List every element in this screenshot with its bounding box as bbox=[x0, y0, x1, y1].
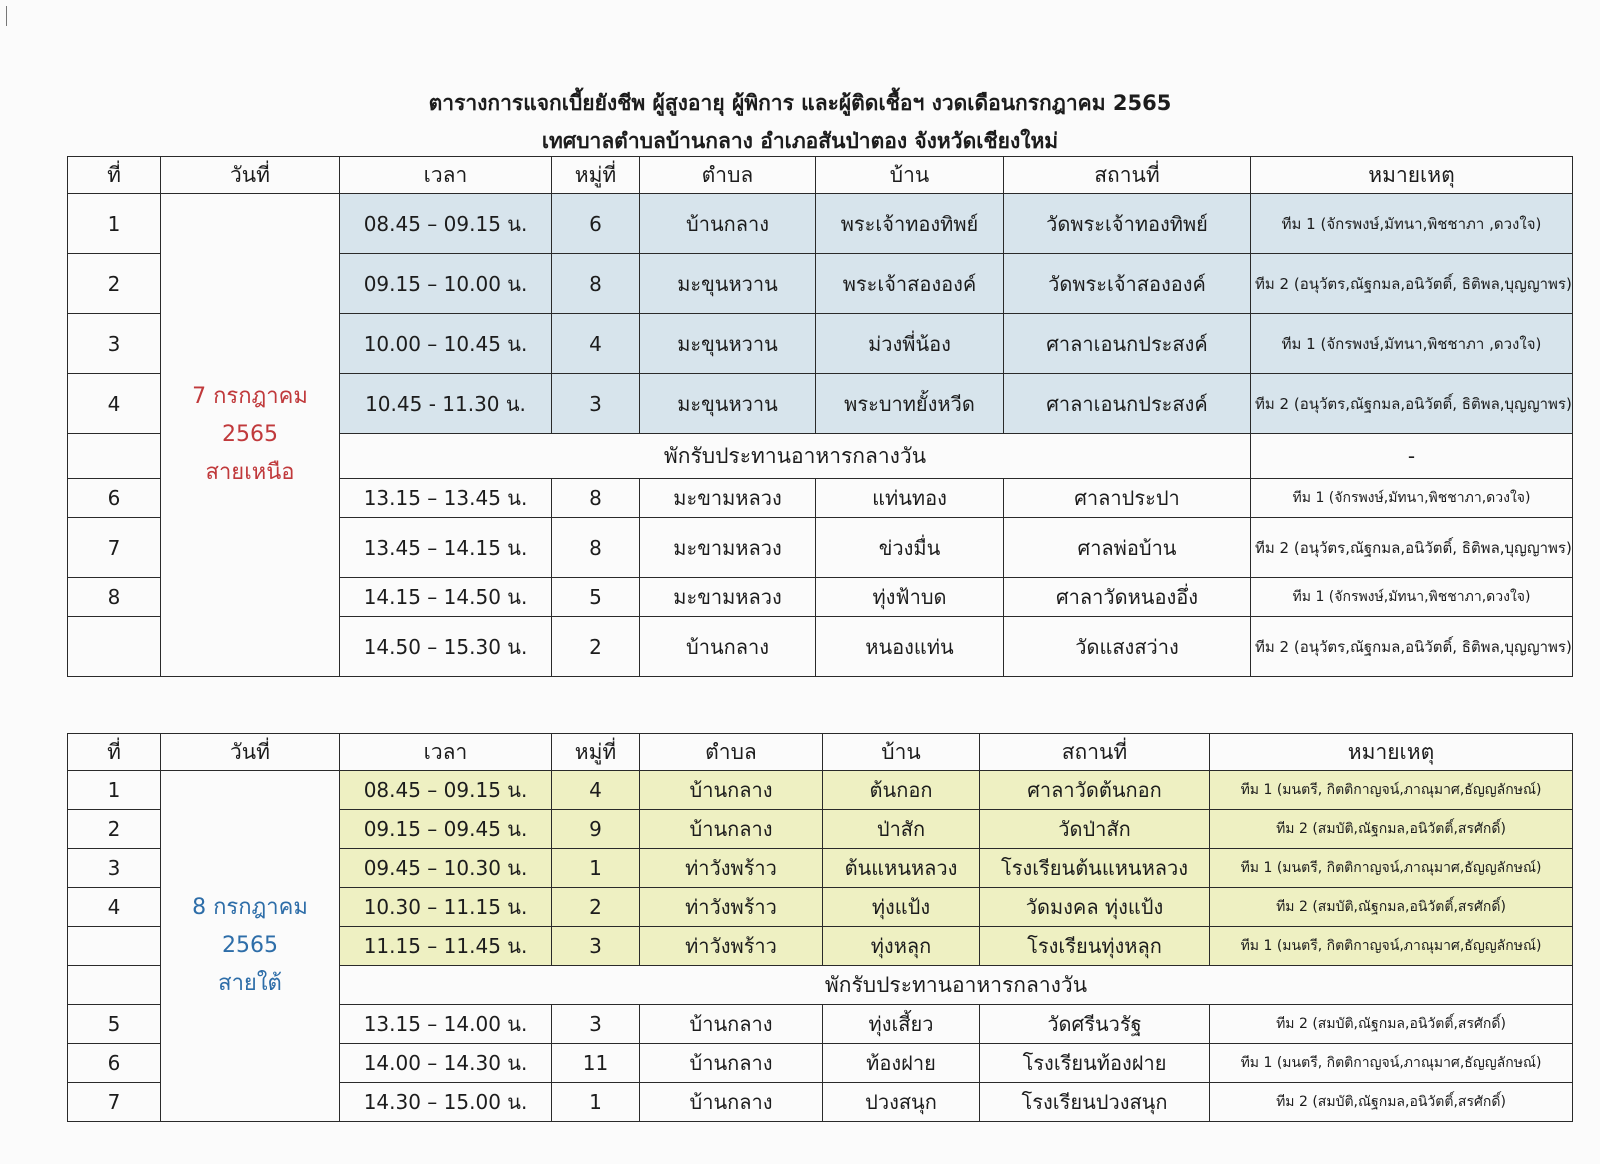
row-note: ทีม 1 (จักรพงษ์,มัทนา,พิชชาภา,ดวงใจ) bbox=[1251, 479, 1573, 518]
row-place: ศาลาเอนกประสงค์ bbox=[1004, 314, 1251, 374]
row-note: ทีม 1 (จักรพงษ์,มัทนา,พิชชาภา ,ดวงใจ) bbox=[1251, 314, 1573, 374]
row-tambon: ท่าวังพร้าว bbox=[640, 849, 823, 888]
row-moo: 8 bbox=[552, 254, 640, 314]
lunch-note: - bbox=[1251, 434, 1573, 479]
row-time: 10.45 - 11.30 น. bbox=[340, 374, 552, 434]
row-time: 08.45 – 09.15 น. bbox=[340, 194, 552, 254]
row-village: ทุ่งหลุก bbox=[823, 927, 980, 966]
header-time: เวลา bbox=[340, 734, 552, 771]
row-time: 13.15 – 14.00 น. bbox=[340, 1005, 552, 1044]
row-moo: 1 bbox=[552, 1083, 640, 1122]
row-no: 4 bbox=[68, 374, 161, 434]
row-place: ศาลาประปา bbox=[1004, 479, 1251, 518]
title-line-1: ตารางการแจกเบี้ยยังชีพ ผู้สูงอายุ ผู้พิการ และผู้ติดเชื้อฯ งวดเดือนกรกฎาคม 2565 bbox=[428, 91, 1172, 115]
header-place: สถานที่ bbox=[1004, 157, 1251, 194]
row-moo: 4 bbox=[552, 771, 640, 810]
row-moo: 3 bbox=[552, 927, 640, 966]
row-moo: 6 bbox=[552, 194, 640, 254]
row-note: ทีม 2 (อนุวัตร,ณัฐกมล,อนิวัตติ์, ธิติพล,บุญญาพร) bbox=[1251, 617, 1573, 677]
row-no: 6 bbox=[68, 1044, 161, 1083]
row-no: 6 bbox=[68, 479, 161, 518]
row-no: 8 bbox=[68, 578, 161, 617]
title-line-2: เทศบาลตำบลบ้านกลาง อำเภอสันป่าตอง จังหวัดเชียงใหม่ bbox=[541, 129, 1059, 153]
row-time: 14.30 – 15.00 น. bbox=[340, 1083, 552, 1122]
row-tambon: บ้านกลาง bbox=[640, 1005, 823, 1044]
row-place: ศาลาเอนกประสงค์ bbox=[1004, 374, 1251, 434]
row-tambon: บ้านกลาง bbox=[640, 810, 823, 849]
table-row bbox=[68, 771, 1573, 810]
row-village: ท้องฝาย bbox=[823, 1044, 980, 1083]
schedule-table-south bbox=[67, 733, 1573, 1122]
row-tambon: มะขุนหวาน bbox=[640, 254, 816, 314]
row-place: วัดพระเจ้าทองทิพย์ bbox=[1004, 194, 1251, 254]
header-date: วันที่ bbox=[161, 157, 340, 194]
row-no bbox=[68, 966, 161, 1005]
row-no bbox=[68, 617, 161, 677]
header-tambon: ตำบล bbox=[640, 157, 816, 194]
row-no: 4 bbox=[68, 888, 161, 927]
header-village: บ้าน bbox=[823, 734, 980, 771]
date-line-2: 2565 bbox=[222, 422, 278, 447]
row-village: พระเจ้าทองทิพย์ bbox=[816, 194, 1004, 254]
row-village: ป่าสัก bbox=[823, 810, 980, 849]
lunch-break-label: พักรับประทานอาหารกลางวัน bbox=[340, 434, 1251, 479]
row-time: 14.00 – 14.30 น. bbox=[340, 1044, 552, 1083]
row-note: ทีม 1 (มนตรี, กิตติกาญจน์,ภาณุมาศ,ธัญญลักษณ์) bbox=[1210, 771, 1573, 810]
row-place: วัดศรีนวรัฐ bbox=[980, 1005, 1210, 1044]
row-village: ข่วงมื่น bbox=[816, 518, 1004, 578]
table-header-row bbox=[68, 734, 1573, 771]
row-tambon: ท่าวังพร้าว bbox=[640, 888, 823, 927]
row-moo: 2 bbox=[552, 888, 640, 927]
row-tambon: มะขามหลวง bbox=[640, 479, 816, 518]
date-cell-north bbox=[161, 194, 340, 677]
row-note: ทีม 2 (สมบัติ,ณัฐกมล,อนิวัตติ์,สรศักดิ์) bbox=[1210, 1005, 1573, 1044]
row-note: ทีม 2 (อนุวัตร,ณัฐกมล,อนิวัตติ์, ธิติพล,บุญญาพร) bbox=[1251, 518, 1573, 578]
row-place: โรงเรียนต้นแหนหลวง bbox=[980, 849, 1210, 888]
row-village: ทุ่งฟ้าบด bbox=[816, 578, 1004, 617]
row-tambon: มะขุนหวาน bbox=[640, 374, 816, 434]
row-moo: 1 bbox=[552, 849, 640, 888]
row-village: ต้นกอก bbox=[823, 771, 980, 810]
row-place: วัดป่าสัก bbox=[980, 810, 1210, 849]
row-tambon: ท่าวังพร้าว bbox=[640, 927, 823, 966]
date-line-2: 2565 bbox=[222, 933, 278, 958]
row-tambon: บ้านกลาง bbox=[640, 1083, 823, 1122]
row-time: 10.30 – 11.15 น. bbox=[340, 888, 552, 927]
row-place: โรงเรียนปวงสนุก bbox=[980, 1083, 1210, 1122]
row-time: 11.15 – 11.45 น. bbox=[340, 927, 552, 966]
row-village: ทุ่งเสี้ยว bbox=[823, 1005, 980, 1044]
row-village: หนองแท่น bbox=[816, 617, 1004, 677]
row-time: 09.15 – 10.00 น. bbox=[340, 254, 552, 314]
row-village: ปวงสนุก bbox=[823, 1083, 980, 1122]
row-note: ทีม 2 (อนุวัตร,ณัฐกมล,อนิวัตติ์, ธิติพล,บุญญาพร) bbox=[1251, 254, 1573, 314]
row-time: 13.15 – 13.45 น. bbox=[340, 479, 552, 518]
row-tambon: บ้านกลาง bbox=[640, 1044, 823, 1083]
row-moo: 3 bbox=[552, 374, 640, 434]
row-time: 13.45 – 14.15 น. bbox=[340, 518, 552, 578]
header-date: วันที่ bbox=[161, 734, 340, 771]
row-moo: 11 bbox=[552, 1044, 640, 1083]
row-no: 3 bbox=[68, 849, 161, 888]
row-village: ต้นแหนหลวง bbox=[823, 849, 980, 888]
lunch-break-label: พักรับประทานอาหารกลางวัน bbox=[340, 966, 1573, 1005]
row-no bbox=[68, 927, 161, 966]
row-time: 14.50 – 15.30 น. bbox=[340, 617, 552, 677]
row-place: ศาลพ่อบ้าน bbox=[1004, 518, 1251, 578]
header-place: สถานที่ bbox=[980, 734, 1210, 771]
row-note: ทีม 1 (มนตรี, กิตติกาญจน์,ภาณุมาศ,ธัญญลักษณ์) bbox=[1210, 927, 1573, 966]
scan-edge-mark bbox=[6, 6, 7, 26]
row-tambon: บ้านกลาง bbox=[640, 194, 816, 254]
row-note: ทีม 1 (จักรพงษ์,มัทนา,พิชชาภา ,ดวงใจ) bbox=[1251, 194, 1573, 254]
row-time: 08.45 – 09.15 น. bbox=[340, 771, 552, 810]
row-tambon: บ้านกลาง bbox=[640, 617, 816, 677]
row-village: พระเจ้าสององค์ bbox=[816, 254, 1004, 314]
row-moo: 3 bbox=[552, 1005, 640, 1044]
row-place: วัดพระเจ้าสององค์ bbox=[1004, 254, 1251, 314]
date-line-1: 7 กรกฎาคม bbox=[192, 384, 308, 409]
date-cell-south bbox=[161, 771, 340, 1122]
row-no: 2 bbox=[68, 810, 161, 849]
row-note: ทีม 2 (สมบัติ,ณัฐกมล,อนิวัตติ์,สรศักดิ์) bbox=[1210, 810, 1573, 849]
row-note: ทีม 1 (มนตรี, กิตติกาญจน์,ภาณุมาศ,ธัญญลักษณ์) bbox=[1210, 849, 1573, 888]
document-header bbox=[0, 84, 1600, 160]
row-note: ทีม 1 (มนตรี, กิตติกาญจน์,ภาณุมาศ,ธัญญลักษณ์) bbox=[1210, 1044, 1573, 1083]
header-time: เวลา bbox=[340, 157, 552, 194]
header-village: บ้าน bbox=[816, 157, 1004, 194]
row-moo: 8 bbox=[552, 518, 640, 578]
table-header-row bbox=[68, 157, 1573, 194]
row-tambon: มะขามหลวง bbox=[640, 578, 816, 617]
row-place: โรงเรียนทุ่งหลุก bbox=[980, 927, 1210, 966]
row-place: วัดมงคล ทุ่งแป้ง bbox=[980, 888, 1210, 927]
date-line-3: สายใต้ bbox=[218, 971, 282, 996]
row-time: 14.15 – 14.50 น. bbox=[340, 578, 552, 617]
row-moo: 5 bbox=[552, 578, 640, 617]
row-tambon: บ้านกลาง bbox=[640, 771, 823, 810]
row-moo: 4 bbox=[552, 314, 640, 374]
header-no: ที่ bbox=[68, 157, 161, 194]
table-row bbox=[68, 194, 1573, 254]
row-tambon: มะขามหลวง bbox=[640, 518, 816, 578]
header-moo: หมู่ที่ bbox=[552, 157, 640, 194]
row-no: 7 bbox=[68, 518, 161, 578]
row-village: พระบาทยั้งหวีด bbox=[816, 374, 1004, 434]
row-village: ทุ่งแป้ง bbox=[823, 888, 980, 927]
header-note: หมายเหตุ bbox=[1251, 157, 1573, 194]
header-note: หมายเหตุ bbox=[1210, 734, 1573, 771]
row-moo: 2 bbox=[552, 617, 640, 677]
row-time: 10.00 – 10.45 น. bbox=[340, 314, 552, 374]
header-no: ที่ bbox=[68, 734, 161, 771]
row-moo: 9 bbox=[552, 810, 640, 849]
row-place: โรงเรียนท้องฝาย bbox=[980, 1044, 1210, 1083]
header-tambon: ตำบล bbox=[640, 734, 823, 771]
row-no: 7 bbox=[68, 1083, 161, 1122]
row-time: 09.15 – 09.45 น. bbox=[340, 810, 552, 849]
schedule-table-north bbox=[67, 156, 1573, 677]
header-moo: หมู่ที่ bbox=[552, 734, 640, 771]
date-line-3: สายเหนือ bbox=[205, 460, 295, 485]
row-place: ศาลาวัดหนองอึ่ง bbox=[1004, 578, 1251, 617]
row-village: ม่วงพี่น้อง bbox=[816, 314, 1004, 374]
row-tambon: มะขุนหวาน bbox=[640, 314, 816, 374]
row-village: แท่นทอง bbox=[816, 479, 1004, 518]
row-place: ศาลาวัดต้นกอก bbox=[980, 771, 1210, 810]
row-note: ทีม 2 (สมบัติ,ณัฐกมล,อนิวัตติ์,สรศักดิ์) bbox=[1210, 1083, 1573, 1122]
row-moo: 8 bbox=[552, 479, 640, 518]
row-no: 2 bbox=[68, 254, 161, 314]
row-no: 5 bbox=[68, 1005, 161, 1044]
row-no: 1 bbox=[68, 194, 161, 254]
date-line-1: 8 กรกฎาคม bbox=[192, 895, 308, 920]
row-time: 09.45 – 10.30 น. bbox=[340, 849, 552, 888]
row-no bbox=[68, 434, 161, 479]
row-note: ทีม 2 (สมบัติ,ณัฐกมล,อนิวัตติ์,สรศักดิ์) bbox=[1210, 888, 1573, 927]
row-place: วัดแสงสว่าง bbox=[1004, 617, 1251, 677]
row-no: 1 bbox=[68, 771, 161, 810]
row-no: 3 bbox=[68, 314, 161, 374]
row-note: ทีม 2 (อนุวัตร,ณัฐกมล,อนิวัตติ์, ธิติพล,บุญญาพร) bbox=[1251, 374, 1573, 434]
row-note: ทีม 1 (จักรพงษ์,มัทนา,พิชชาภา,ดวงใจ) bbox=[1251, 578, 1573, 617]
